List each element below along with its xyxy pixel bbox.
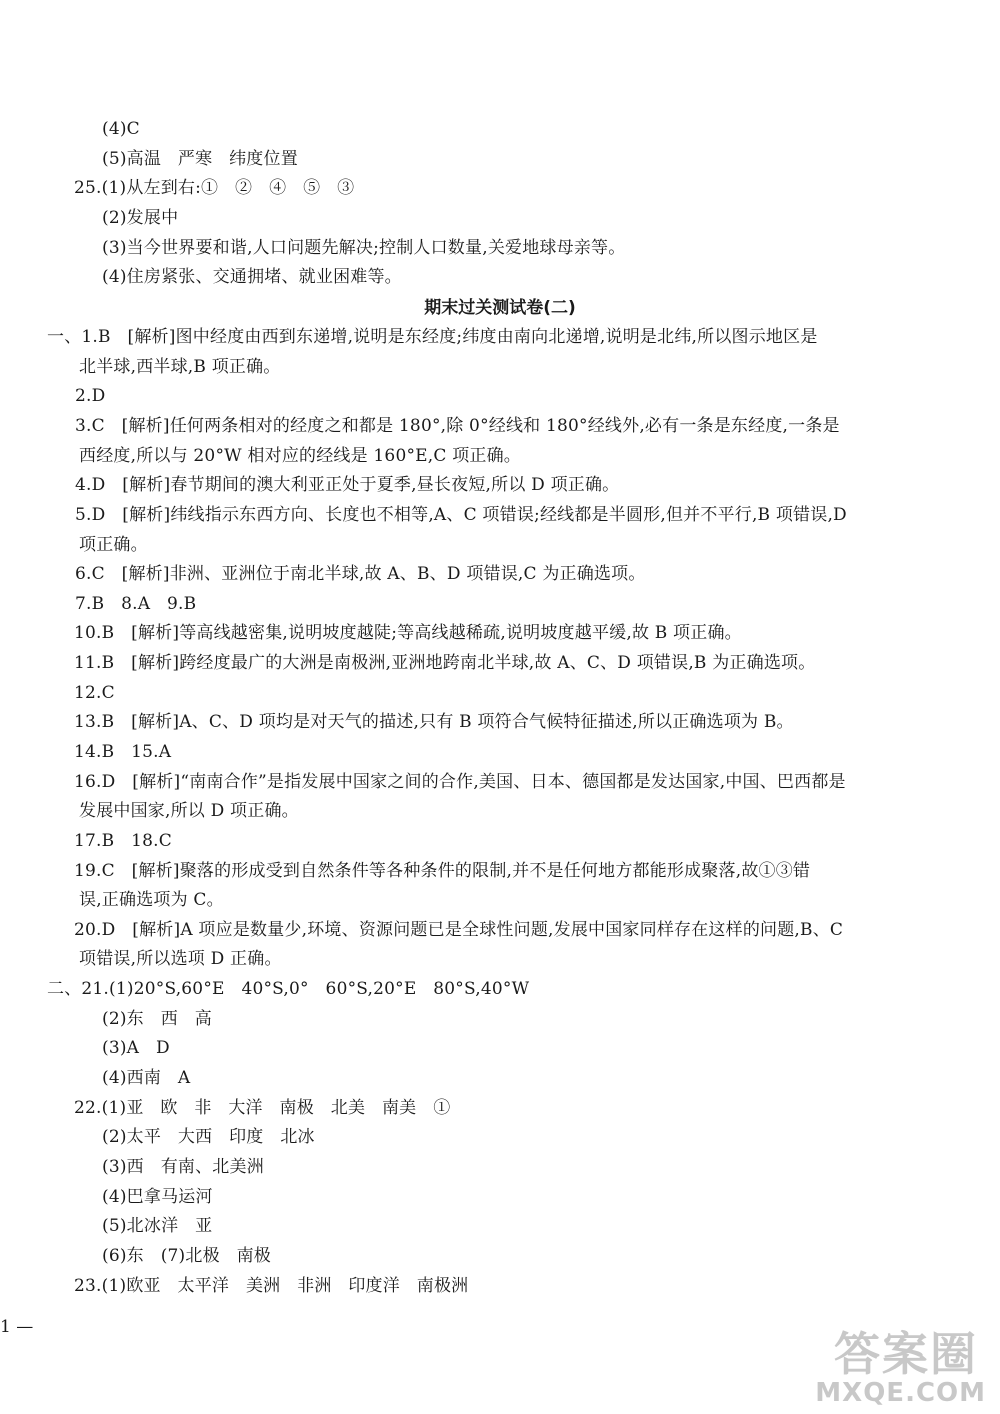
watermark-bottom-text: MXQE.COM (815, 1378, 986, 1408)
answer-line: (4)住房紧张、交通拥堵、就业困难等。 (102, 267, 402, 287)
answer-line: 误,正确选项为 C。 (79, 890, 224, 910)
answer-line: 16.D [解析]“南南合作”是指发展中国家之间的合作,美国、日本、德国都是发达国家,中国、巴西都是 (74, 772, 846, 792)
answer-line: 11.B [解析]跨经度最广的大洲是南极洲,亚洲地跨南北半球,故 A、C、D 项错误,B 为正确选项。 (74, 653, 816, 673)
answer-line: 项错误,所以选项 D 正确。 (79, 949, 282, 969)
answer-line: 3.C [解析]任何两条相对的经度之和都是 180°,除 0°经线和 180°经线外,必有一条是东经度,一条是 (75, 416, 840, 436)
answer-line: (4)西南 A (102, 1068, 191, 1088)
answer-line: 17.B 18.C (74, 831, 172, 851)
answer-line: 19.C [解析]聚落的形成受到自然条件等各种条件的限制,并不是任何地方都能形成聚落,故①③错 (74, 861, 811, 881)
answer-line: 发展中国家,所以 D 项正确。 (79, 801, 299, 821)
answer-line: 25.(1)从左到右:① ② ④ ⑤ ③ (74, 178, 355, 198)
answer-line: 一、1.B [解析]图中经度由西到东递增,说明是东经度;纬度由南向北递增,说明是北纬,所以图示地区是 (47, 327, 818, 347)
answer-line: 13.B [解析]A、C、D 项均是对天气的描述,只有 B 项符合气候特征描述,所以正确选项为 B。 (74, 712, 794, 732)
answer-line: 6.C [解析]非洲、亚洲位于南北半球,故 A、B、D 项错误,C 为正确选项。 (75, 564, 646, 584)
page-number: 1 — (0, 1317, 34, 1337)
answer-line: 二、21.(1)20°S,60°E 40°S,0° 60°S,20°E 80°S,40°W (47, 979, 530, 999)
answer-line: (4)巴拿马运河 (102, 1187, 213, 1207)
answer-line: (2)东 西 高 (102, 1009, 212, 1029)
answer-line: (2)发展中 (102, 208, 179, 228)
answer-line: (4)C (102, 119, 140, 139)
answer-line: 北半球,西半球,B 项正确。 (79, 357, 281, 377)
answer-line: 7.B 8.A 9.B (75, 594, 197, 614)
watermark-top-text: 答案圈 (834, 1327, 978, 1381)
answer-line: 14.B 15.A (74, 742, 172, 762)
answer-line: 10.B [解析]等高线越密集,说明坡度越陡;等高线越稀疏,说明坡度越平缓,故 B 项正确。 (74, 623, 742, 643)
answer-line: 项正确。 (79, 535, 148, 555)
answer-line: 2.D (75, 386, 106, 406)
watermark-logo (796, 1318, 986, 1408)
answer-line: (5)北冰洋 亚 (102, 1216, 213, 1236)
answer-line: (2)太平 大西 印度 北冰 (102, 1127, 315, 1147)
answer-line: (3)当今世界要和谐,人口问题先解决;控制人口数量,关爱地球母亲等。 (102, 238, 626, 258)
answer-line: 5.D [解析]纬线指示东西方向、长度也不相等,A、C 项错误;经线都是半圆形,但并不平行,B 项错误,D (75, 505, 847, 525)
answer-line: (3)西 有南、北美洲 (102, 1157, 264, 1177)
section-title: 期末过关测试卷(二) (424, 298, 576, 318)
answer-line: 西经度,所以与 20°W 相对应的经线是 160°E,C 项正确。 (79, 446, 521, 466)
answer-line: 4.D [解析]春节期间的澳大利亚正处于夏季,昼长夜短,所以 D 项正确。 (75, 475, 620, 495)
answer-line: (6)东 (7)北极 南极 (102, 1246, 271, 1266)
answer-line: 12.C (74, 683, 115, 703)
answer-line: 20.D [解析]A 项应是数量少,环境、资源问题已是全球性问题,发展中国家同样存在这样的问题,B、C (74, 920, 844, 940)
answer-line: 23.(1)欧亚 太平洋 美洲 非洲 印度洋 南极洲 (74, 1276, 469, 1296)
answer-line: (3)A D (102, 1038, 170, 1058)
answer-line: (5)高温 严寒 纬度位置 (102, 149, 298, 169)
answer-line: 22.(1)亚 欧 非 大洋 南极 北美 南美 ① (74, 1098, 451, 1118)
